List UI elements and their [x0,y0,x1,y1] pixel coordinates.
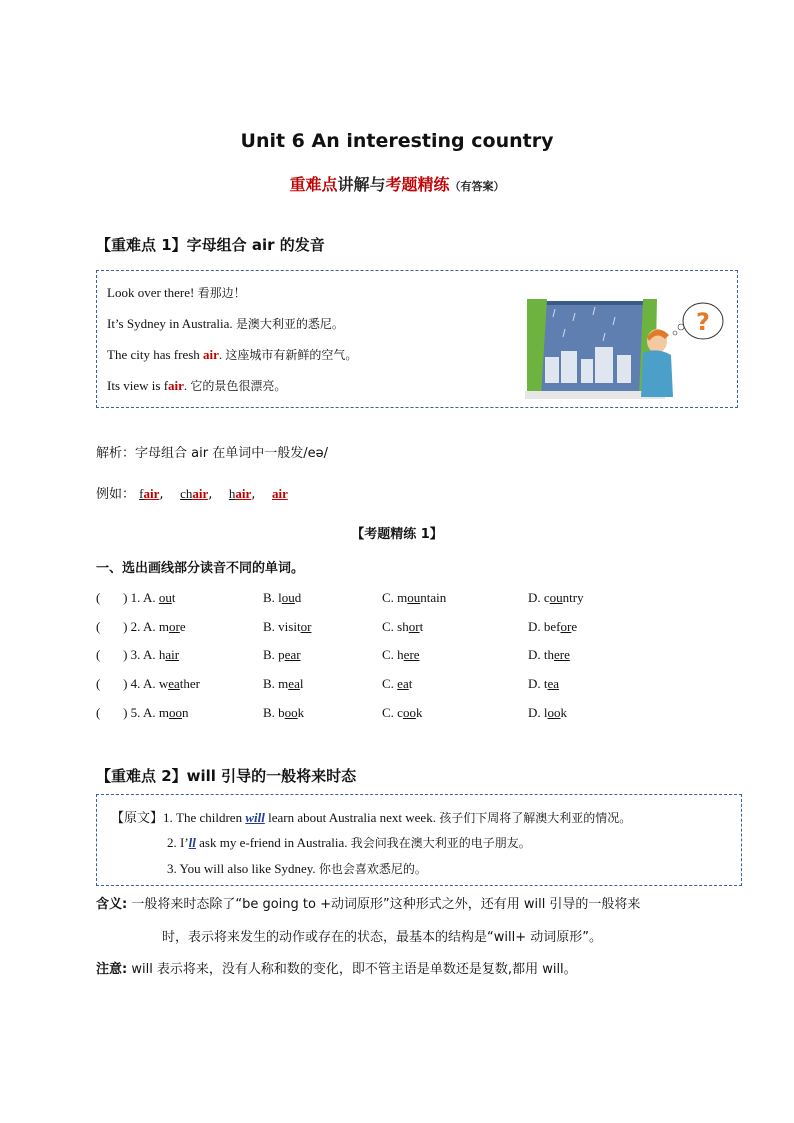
option-text: C. m [382,590,408,605]
option-text: B. m [263,676,289,692]
line-en: 2. I’ [167,835,189,850]
option-text: l [299,676,304,692]
option-text: B. p [263,647,285,663]
option-text: C. [382,676,398,692]
subtitle-part1: 重难点 [289,175,338,194]
option-a [96,619,186,635]
line-cn: 它的景色很漂亮。 [190,379,287,393]
option-text: D. l [528,704,548,720]
option-text: C. h [382,647,404,663]
point1-line-2 [107,315,344,332]
will-highlight: will [245,810,265,825]
option-text: ntry [562,590,584,605]
note-label: 注意: [96,962,128,977]
option-text: e [179,618,186,634]
line-en: It’s Sydney in Australia. [107,316,236,331]
option-d [528,619,577,635]
option-text: B. b [263,704,285,720]
question-row [96,590,736,610]
option-b [263,705,304,721]
option-text: e [571,618,578,634]
svg-text:?: ? [696,308,710,336]
option-text: n [181,704,189,720]
line-en: 3. You will also like Sydney. [167,861,319,876]
subtitle-note: （有答案） [449,180,505,193]
underlined-letters: or [168,618,180,634]
meaning-label: 含义: [96,897,128,912]
option-text: m [158,704,169,720]
line-en: . [183,378,191,393]
underlined-letters: ere [554,647,570,663]
option-text: D. t [528,676,548,692]
option-text: ( ) 5. A. [96,704,159,720]
question-row [96,619,736,639]
underlined-letters: ea [397,676,409,692]
underlined-letters: ea [168,676,180,692]
option-b [263,590,301,606]
point1-analysis: 解析：字母组合 air 在单词中一般发/eə/ [96,446,328,461]
meaning-text: 一般将来时态除了“be going to +动词原形”这种形式之外，还有用 will 引导的一般将来 [127,897,641,912]
option-a [96,676,200,692]
option-b [263,647,301,663]
will-highlight: ll [188,835,196,850]
point2-line-1 [111,807,631,826]
option-b [263,619,311,635]
page-subtitle [0,172,794,195]
example-word: fair [139,486,160,501]
meaning-paragraph [96,893,736,912]
line-highlight: air [168,378,184,393]
underlined-letters: ou [158,590,172,605]
option-text: ( ) 4. A. [96,676,159,692]
point1-line-4 [107,377,286,394]
underlined-letters: ea [288,676,300,692]
option-text: m [158,618,169,634]
option-text: w [158,676,169,692]
line-cn: 孩子们下周将了解澳大利亚的情况。 [439,811,632,825]
line-cn: 看那边！ [197,286,246,300]
subtitle-part2: 讲解与 [337,175,386,194]
option-a [96,647,179,663]
option-text: k [415,704,423,720]
line-cn: 你也会喜欢悉尼的。 [318,862,427,876]
option-text: ( ) 3. A. [96,647,159,663]
option-text: k [297,704,305,720]
subtitle-part3: 考题精练 [385,175,450,194]
line-en: Its view is f [107,378,169,393]
question-row [96,705,736,725]
point1-heading: 【重难点 1】字母组合 air 的发音 [96,236,325,254]
option-b [263,676,303,692]
point1-example-box [96,270,738,408]
underlined-letters: oo [168,704,182,720]
note-paragraph [96,958,736,977]
page-title: Unit 6 An interesting country [240,130,554,152]
option-a [96,705,188,721]
option-text: D. bef [528,618,561,634]
practice1-heading: 【考题精练 1】 [351,527,443,542]
question-row [96,676,736,696]
option-text: D. c [528,590,550,605]
option-text: C. sh [382,618,409,634]
option-c [382,590,446,606]
note-text: will 表示将来，没有人称和数的变化，即不管主语是单数还是复数,都用 will。 [127,962,577,977]
underlined-letters: oo [547,704,561,720]
option-d [528,590,584,606]
option-text: C. c [382,704,403,720]
option-text: t [419,618,424,634]
line-en: 1. The children [163,810,246,825]
example-word: chair [180,486,209,501]
line-en: . [218,347,226,362]
point2-line-2 [167,834,531,851]
underlined-letters: ou [549,590,563,605]
boy-window-illustration [525,297,725,401]
option-d [528,676,559,692]
underlined-letters: or [300,618,312,634]
examples-label: 例如： [96,487,136,502]
point2-heading: 【重难点 2】will 引导的一般将来时态 [96,767,357,785]
underlined-letters: or [408,618,420,634]
line-cn: 这座城市有新鲜的空气。 [225,348,358,362]
point1-line-3 [107,346,357,363]
option-a [96,590,175,606]
question-row [96,647,736,667]
option-d [528,705,567,721]
option-text: B. visit [263,618,301,634]
line-cn: 我会问我在澳大利亚的电子朋友。 [350,836,531,850]
option-text: k [560,704,567,720]
example-word: hair [228,486,252,501]
option-text: B. l [263,590,282,605]
line-en: learn about Australia next week. [264,810,440,825]
point2-line-3 [167,860,427,877]
option-text: ( ) 1. A. [96,590,159,605]
option-text: ( ) 2. A. [96,618,159,634]
underlined-letters: ear [284,647,301,663]
line-en: Look over there! [107,285,198,300]
point2-example-box [96,794,742,886]
option-text: t [171,590,176,605]
option-text: d [294,590,302,605]
line-highlight: air [203,347,219,362]
underlined-letters: ea [547,676,560,692]
underlined-letters: ou [281,590,295,605]
line-cn: 是澳大利亚的悉尼。 [235,317,344,331]
underlined-letters: or [560,618,572,634]
original-label: 【原文】 [111,811,164,826]
line-en: The city has fresh [107,347,204,362]
practice1-instruction: 一、选出画线部分读音不同的单词。 [96,561,305,576]
question-list [96,590,736,730]
option-c [382,647,420,663]
line-en: ask my e-friend in Australia. [195,835,351,850]
meaning-paragraph-cont: 时，表示将来发生的动作或存在的状态，最基本的结构是“will+ 动词原形”。 [162,930,602,945]
point1-examples: 例如： fair, chair, hair, air [96,486,288,502]
underlined-letters: air [165,647,180,663]
option-text: D. th [528,647,554,663]
option-text: t [408,676,413,692]
underlined-letters: ere [403,647,420,663]
option-c [382,705,422,721]
point1-line-1 [107,284,246,301]
option-text: ntain [420,590,447,605]
underlined-letters: ou [407,590,421,605]
example-word: air [271,486,288,501]
option-c [382,619,423,635]
option-text: ther [179,676,200,692]
option-text: h [158,647,166,663]
option-d [528,647,570,663]
underlined-letters: oo [402,704,416,720]
option-c [382,676,412,692]
underlined-letters: oo [284,704,298,720]
